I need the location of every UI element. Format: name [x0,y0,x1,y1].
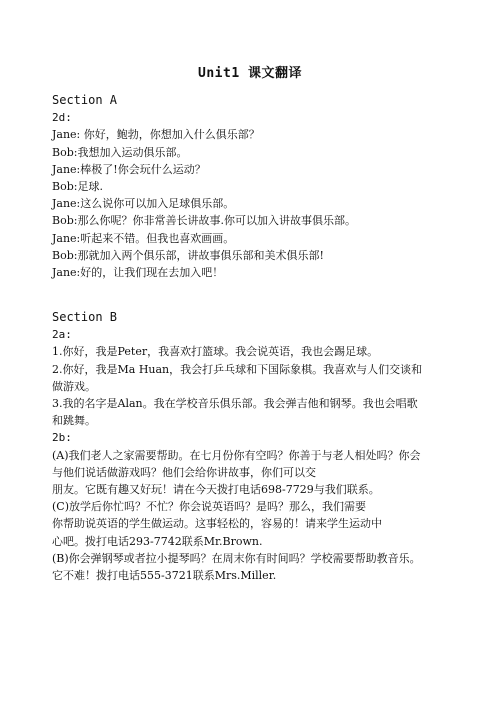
section-b-line: 1.你好，我是Peter，我喜欢打篮球。我会说英语，我也会踢足球。 [52,345,379,359]
section-b-line: (C)放学后你忙吗？不忙？你会说英语吗？是吗？那么，我们需要 [52,500,366,514]
section-a-line: Jane:好的，让我们现在去加入吧！ [52,266,224,280]
section-b [52,309,452,584]
section-a-line: Bob:足球. [52,180,103,194]
section-b-line: 心吧。拨打电话293-7742联系Mr.Brown. [52,534,263,548]
section-a-line: Bob:我想加入运动俱乐部。 [52,145,188,159]
section-a-line: Jane: 你好，鲍勃，你想加入什么俱乐部？ [52,128,260,142]
section-b-line: (B)你会弹钢琴或者拉小提琴吗？在周末你有时间吗？学校需要帮助教音乐。 [52,551,421,565]
section-a-line: Jane:听起来不错。但我也喜欢画画。 [52,231,235,245]
document-title: Unit1 课文翻译 [198,66,302,81]
section-b-line: 做游戏。 [52,379,96,393]
section-b-line: 你帮助说英语的学生做运动。这事轻松的，容易的！请来学生运动中 [52,517,382,531]
section-a-line: Jane:这么说你可以加入足球俱乐部。 [52,197,235,211]
section-b-line: 与他们说话做游戏吗？他们会给你讲故事，你们可以交 [52,465,316,479]
section-b-line: 2.你好，我是Ma Huan，我会打乒乓球和下国际象棋。我喜欢与人们交谈和 [52,362,423,376]
section-b-subheading-2a: 2a: [52,328,72,342]
section-a-subheading: 2d: [52,111,72,125]
section-b-line: 和跳舞。 [52,414,96,428]
section-b-line: 3.我的名字是Alan。我在学校音乐俱乐部。我会弹吉他和钢琴。我也会唱歌 [52,397,418,411]
section-b-line: 朋友。它既有趣又好玩！请在今天拨打电话698-7729与我们联系。 [52,483,380,497]
section-b-subheading-2b: 2b: [52,431,72,445]
section-a-heading: Section A [52,93,118,107]
section-a-line: Jane:棒极了!你会玩什么运动？ [52,162,206,176]
section-a [52,92,452,281]
section-a-line: Bob:那么你呢？你非常善长讲故事.你可以加入讲故事俱乐部。 [52,214,356,228]
section-b-heading: Section B [52,310,118,324]
section-a-line: Bob:那就加入两个俱乐部，讲故事俱乐部和美术俱乐部! [52,248,324,262]
section-b-line: (A)我们老人之家需要帮助。在七月份你有空吗？你善于与老人相处吗？你会 [52,448,421,462]
section-b-line: 它不难！拨打电话555-3721联系Mrs.Miller. [52,569,277,583]
